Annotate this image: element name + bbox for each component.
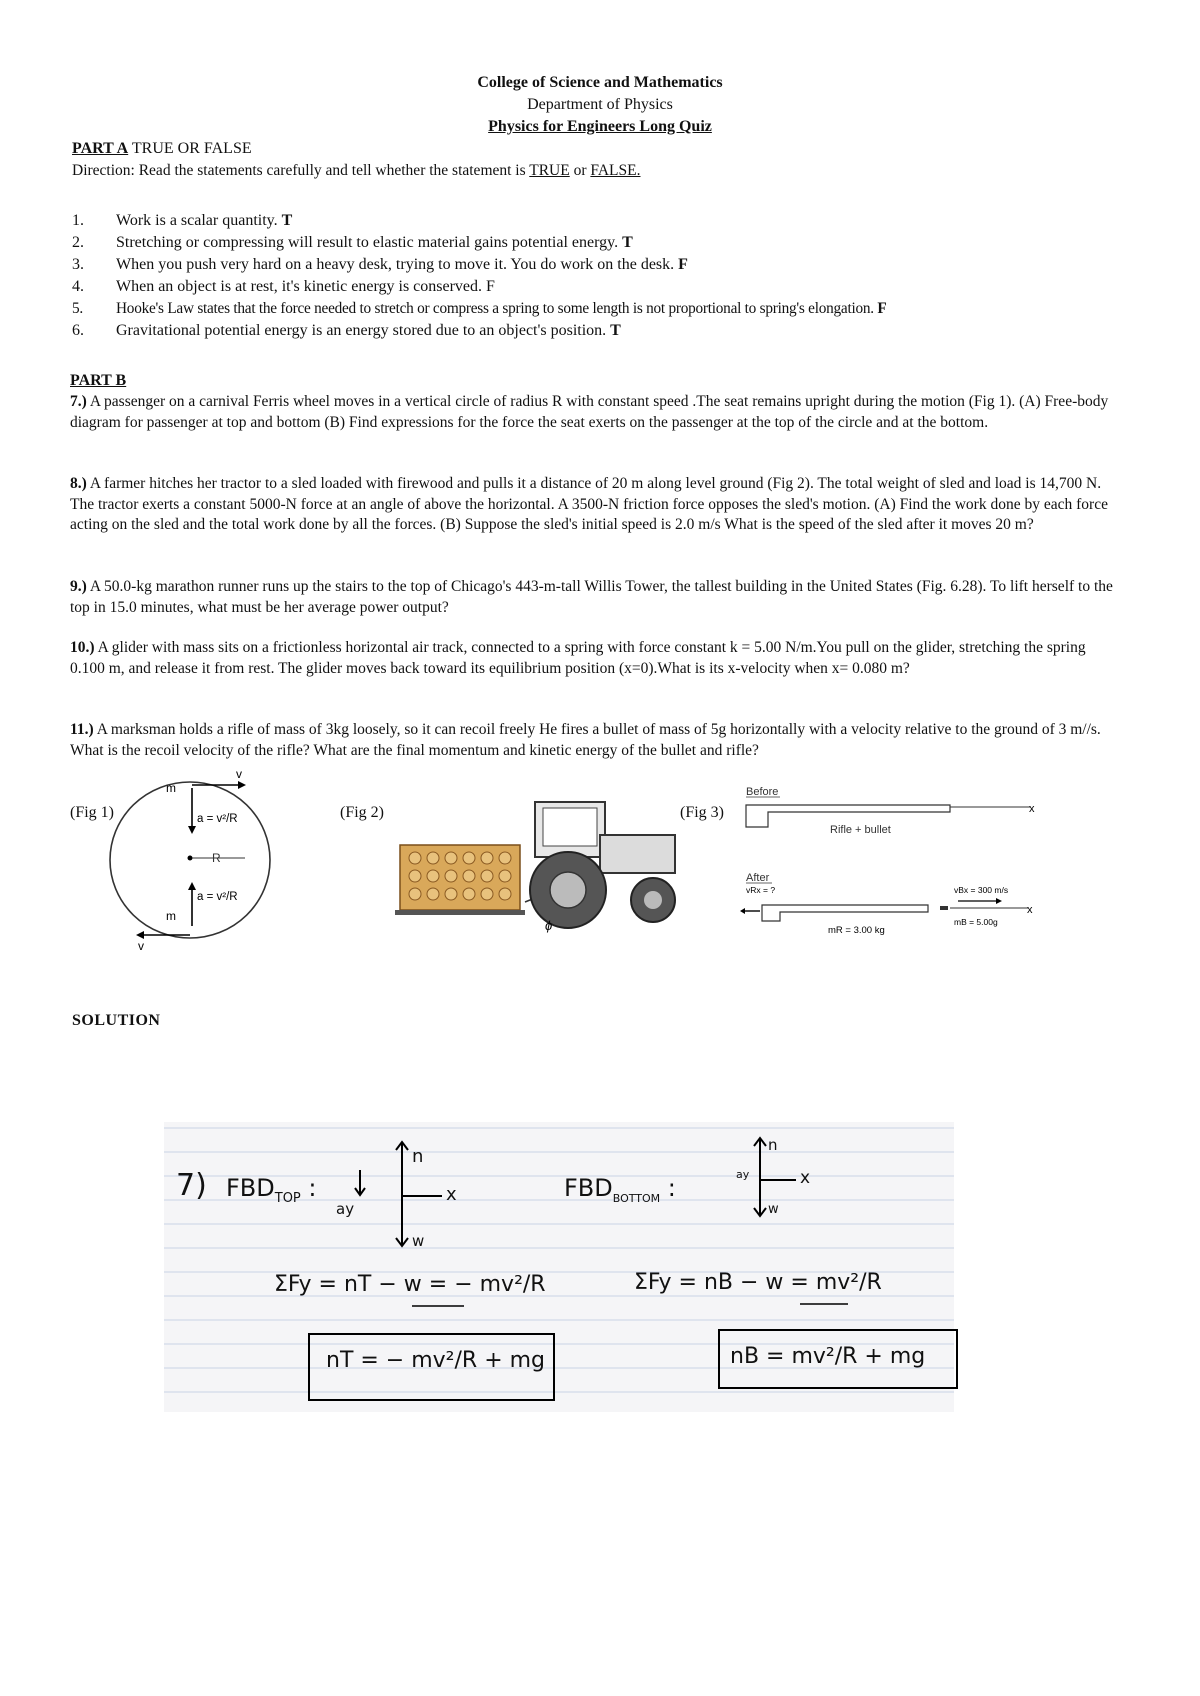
part-a-title: TRUE OR FALSE <box>131 140 252 157</box>
accel-arrowhead-top <box>188 826 196 834</box>
velocity-arrowhead-bottom <box>136 931 144 939</box>
rifle-bullet-diagram <box>740 785 1040 935</box>
tractor-window <box>543 808 597 846</box>
problem-11: 11.) A marksman holds a rifle of mass of 3kg loosely, so it can recoil freely He fires a bullet of mass of 5g horizontally with a velocity relative to the ground of 3 m//s. What is the recoil velocity of the rifle? What are the final momentum and kinetic energy of the bullet and rifle? <box>70 721 1101 759</box>
hw-fbd-top-label: $FBD_{TOP}$ : <box>226 1174 317 1206</box>
tf-statement: Gravitational potential energy is an energy stored due to an object's position. <box>116 322 611 339</box>
true-word: TRUE <box>529 162 570 179</box>
hw-x-bottom-label: x <box>800 1168 811 1188</box>
tf-answer: T <box>622 234 633 251</box>
hw-w-bottom-label: w <box>768 1202 779 1217</box>
hw-fbd-bottom-label: $FBD_{BOTTOM}$ : <box>564 1174 676 1205</box>
tf-statement: When you push very hard on a heavy desk, trying to move it. You do work on the desk. <box>116 256 679 273</box>
tf-statement: Hooke's Law states that the force needed to stretch or compress a spring to some length is not proportional to spring's elongation. <box>116 300 878 317</box>
tf-item: 1. Work is a scalar quantity. T <box>72 212 293 229</box>
hw-ay-bottom-label: ay <box>736 1168 750 1181</box>
label-m-top: m <box>166 781 176 795</box>
direction-text: Direction: Read the statements carefully and tell whether the statement is <box>72 162 530 179</box>
sled-runner <box>395 910 525 915</box>
hw-x-label: x <box>446 1184 457 1205</box>
label-after: After <box>746 872 770 884</box>
label-v-top: v <box>236 767 242 781</box>
ferris-wheel-diagram <box>100 767 300 953</box>
tf-item: 2. Stretching or compressing will result to elastic material gains potential energy. T <box>72 234 633 251</box>
part-a-label: PART A <box>72 140 129 157</box>
label-v-bottom: v <box>138 939 144 953</box>
tf-answer: F <box>678 256 688 273</box>
label-x-after: x <box>1027 904 1033 916</box>
hw-w-label: w <box>412 1232 425 1250</box>
label-rifle-bullet: Rifle + bullet <box>830 824 891 836</box>
tf-answer: T <box>610 322 621 339</box>
false-word: FALSE. <box>590 162 641 179</box>
problem-7: 7.) A passenger on a carnival Ferris wheel moves in a vertical circle of radius R with constant speed .The seat remains upright during the motion (Fig 1). (A) Free-body diagram for passenger at top and bottom (B) Find expressions for the force the seat exerts on the passenger at the top of the circle and at the bottom. <box>70 393 1109 431</box>
bullet <box>940 906 948 910</box>
label-phi: ϕ <box>545 918 553 933</box>
label-v-rx: vRx = ? <box>746 885 776 895</box>
college-name: College of Science and Mathematics <box>477 74 723 91</box>
label-x-before: x <box>1029 803 1035 815</box>
center-dot <box>188 856 193 861</box>
part-a-direction <box>72 162 641 180</box>
tf-statement: When an object is at rest, it's kinetic energy is conserved. <box>116 278 487 295</box>
label-before: Before <box>746 786 779 798</box>
or-word: or <box>569 162 591 179</box>
hw-sum-top: ΣFy = nT − w = − mv²/R <box>274 1272 546 1297</box>
fbd-top-diagram <box>355 1142 442 1246</box>
tf-item: 5. Hooke's Law states that the force needed to stretch or compress a spring to some length is not proportional to spring's elongation. F <box>72 300 887 317</box>
tf-answer: T <box>281 212 293 229</box>
label-m-r: mR = 3.00 kg <box>828 925 885 936</box>
tf-item: 3. When you push very hard on a heavy desk, trying to move it. You do work on the desk. F <box>72 256 688 273</box>
tf-item: 6. Gravitational potential energy is an energy stored due to an object's position. T <box>72 322 621 339</box>
hw-n-label: n <box>412 1146 424 1167</box>
label-r: R <box>212 851 221 865</box>
velocity-arrowhead-top <box>238 781 246 789</box>
hw-sum-bottom: ΣFy = nB − w = mv²/R <box>634 1270 882 1295</box>
hw-problem-number: 7) <box>176 1168 207 1203</box>
handwritten-solution <box>164 1122 954 1412</box>
tf-item: 4. When an object is at rest, it's kinetic energy is conserved. F <box>72 278 495 295</box>
problem-8: 8.) A farmer hitches her tractor to a sled loaded with firewood and pulls it a distance of 20 m along level ground (Fig 2). The total weight of sled and load is 14,700 N. The tractor exerts a constant 5000-N force at an angle of above the horizontal. A 3500-N friction force opposes the sled's motion. (A) Find the work done by each force acting on the sled and the total work done by all the forces. (B) Suppose the sled's initial speed is 2.0 m/s What is the speed of the sled after it moves 20 m? <box>70 475 1108 533</box>
department-name: Department of Physics <box>527 96 673 113</box>
hw-ay-label: ay <box>336 1200 355 1218</box>
problem-10: 10.) A glider with mass sits on a frictionless horizontal air track, connected to a spring with force constant k = 5.00 N/m.You pull on the glider, stretching the spring 0.100 m, and release it from rest. The glider moves back toward its equilibrium position (x=0).What is its x-velocity when x= 0.080 m? <box>70 639 1086 677</box>
hw-nt-result: nT = − mv²/R + mg <box>326 1348 546 1373</box>
tf-statement: Work is a scalar quantity. <box>116 212 282 229</box>
fig3-label: (Fig 3) <box>680 804 724 821</box>
tf-answer: F <box>486 278 495 295</box>
quiz-title: Physics for Engineers Long Quiz <box>488 118 712 135</box>
label-v-bx: vBx = 300 m/s <box>954 885 1009 895</box>
solution-title: SOLUTION <box>72 1012 161 1029</box>
hw-nb-result: nB = mv²/R + mg <box>730 1344 926 1369</box>
rifle-after <box>762 905 928 921</box>
label-a-bottom: a = v²/R <box>197 891 238 903</box>
tf-statement: Stretching or compressing will result to elastic material gains potential energy. <box>116 234 623 251</box>
label-m-b: mB = 5.00g <box>954 917 998 927</box>
label-m-bottom: m <box>166 909 176 923</box>
part-a-heading <box>72 140 252 158</box>
fig1-label: (Fig 1) <box>70 804 114 821</box>
tractor-sled-illustration <box>385 790 685 935</box>
hw-n-bottom-label: n <box>768 1136 778 1154</box>
problem-9: 9.) A 50.0-kg marathon runner runs up the stairs to the top of Chicago's 443-m-tall Willis Tower, the tallest building in the United States (Fig. 6.28). To lift herself to the top in 15.0 minutes, what must be her average power output? <box>70 578 1113 616</box>
part-b-label: PART B <box>70 372 127 389</box>
label-a-top: a = v²/R <box>197 813 238 825</box>
tf-answer: F <box>877 300 887 317</box>
tractor-hood <box>600 835 675 873</box>
accel-arrowhead-bottom <box>188 882 196 890</box>
fig2-label: (Fig 2) <box>340 804 384 821</box>
